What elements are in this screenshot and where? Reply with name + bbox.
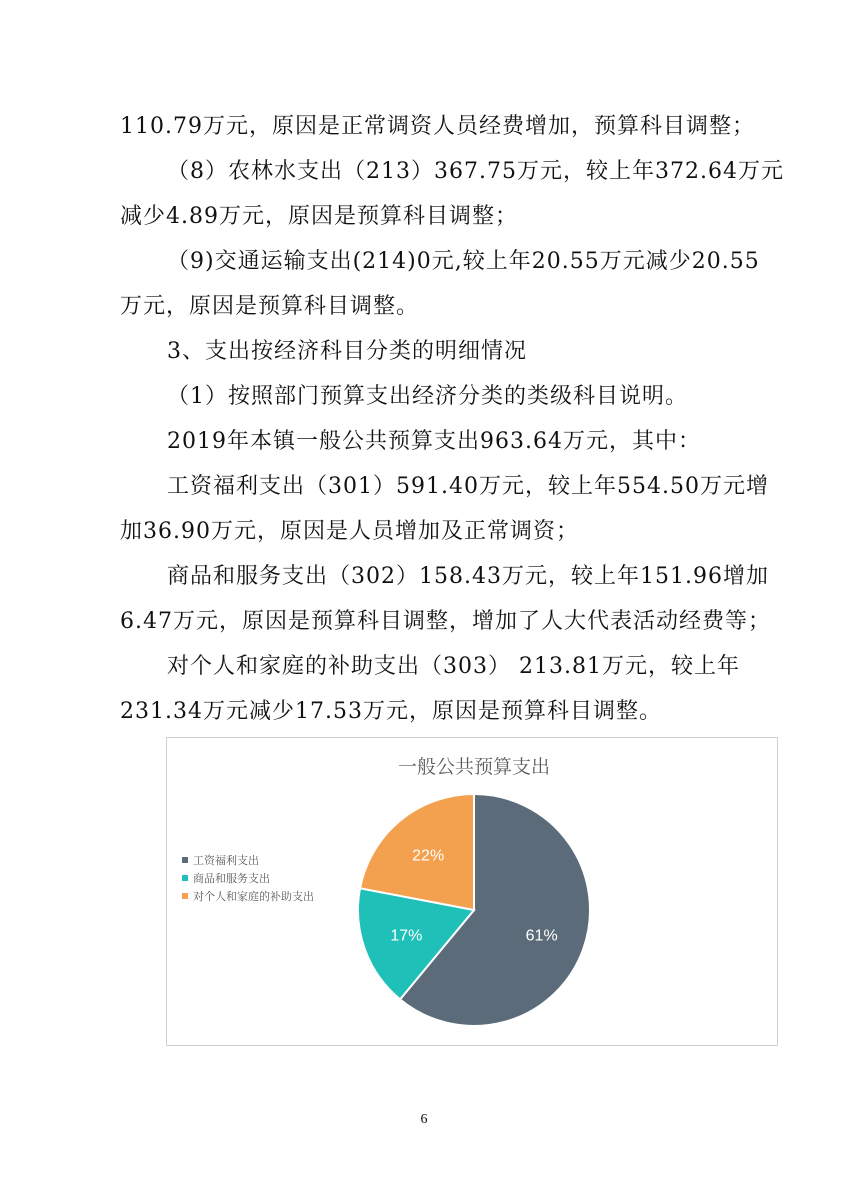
pie-label-goods-services: 17% — [390, 927, 423, 945]
paragraph-line-1: 110.79万元，原因是正常调资人员经费增加，预算科目调整； — [120, 114, 755, 139]
paragraph-line-11: 商品和服务支出（302）158.43万元，较上年151.96增加 — [167, 564, 769, 589]
legend-marker-household-subsidy — [182, 893, 188, 899]
pie-label-household-subsidy: 22% — [412, 847, 445, 865]
paragraph-line-4: （9)交通运输支出(214)0元,较上年20.55万元减少20.55 — [167, 249, 760, 274]
legend-marker-goods-services — [182, 875, 188, 881]
paragraph-line-5: 万元，原因是预算科目调整。 — [120, 294, 420, 319]
chart-legend — [182, 853, 314, 903]
pie-label-salary-welfare: 61% — [525, 927, 558, 945]
paragraph-line-2: （8）农林水支出（213）367.75万元，较上年372.64万元 — [167, 159, 784, 184]
pie-chart — [166, 737, 778, 1046]
legend-label-goods-services: 商品和服务支出 — [193, 872, 270, 885]
pie-slices — [358, 794, 590, 1026]
subsection-heading: （1）按照部门预算支出经济分类的类级科目说明。 — [167, 384, 688, 409]
legend-label-salary-welfare: 工资福利支出 — [193, 854, 259, 867]
paragraph-line-14: 231.34万元减少17.53万元，原因是预算科目调整。 — [120, 699, 662, 724]
legend-label-household-subsidy: 对个人和家庭的补助支出 — [193, 890, 314, 903]
chart-title: 一般公共预算支出 — [397, 756, 551, 778]
page-number: 6 — [420, 1112, 428, 1127]
pie-chart-canvas — [167, 738, 777, 1045]
paragraph-line-13: 对个人和家庭的补助支出（303） 213.81万元，较上年 — [167, 654, 740, 679]
paragraph-line-12: 6.47万元，原因是预算科目调整，增加了人大代表活动经费等； — [120, 609, 771, 634]
legend-marker-salary-welfare — [182, 857, 188, 863]
paragraph-line-3: 减少4.89万元，原因是预算科目调整； — [120, 204, 518, 229]
paragraph-line-10: 加36.90万元，原因是人员增加及正常调资； — [120, 519, 579, 544]
paragraph-line-9: 工资福利支出（301）591.40万元，较上年554.50万元增 — [167, 474, 769, 499]
section-heading: 3、支出按经济科目分类的明细情况 — [167, 339, 527, 364]
paragraph-line-8: 2019年本镇一般公共预算支出963.64万元，其中： — [167, 429, 701, 454]
